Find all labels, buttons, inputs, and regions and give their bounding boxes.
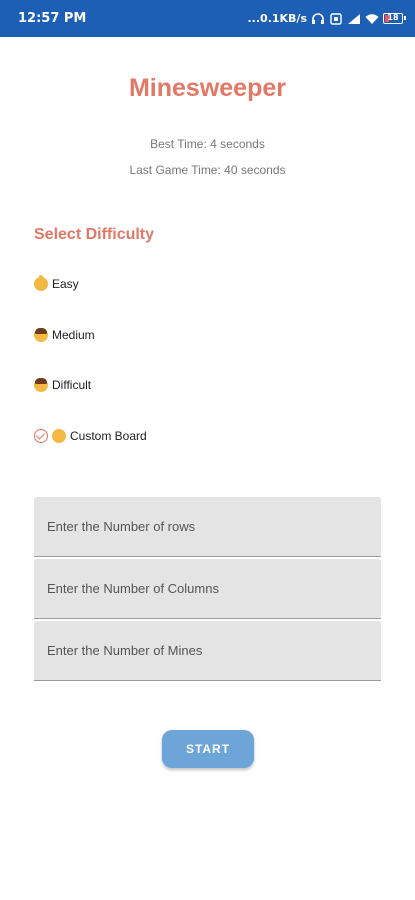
difficulty-option-custom[interactable]	[34, 429, 147, 443]
columns-placeholder: Enter the Number of Columns	[47, 581, 219, 596]
columns-input[interactable]	[34, 559, 381, 619]
difficulty-option-medium[interactable]	[34, 328, 95, 342]
difficulty-option-easy[interactable]	[34, 277, 79, 291]
network-speed: ...0.1KB/s	[247, 12, 307, 25]
battery-level: 18	[387, 13, 399, 22]
status-bar	[0, 0, 415, 37]
status-time: 12:57 PM	[18, 11, 87, 26]
baby-emoji-icon	[34, 277, 48, 291]
check-circle-icon	[34, 429, 48, 443]
rows-input[interactable]	[34, 497, 381, 557]
worried-emoji-icon	[52, 429, 66, 443]
mines-input[interactable]	[34, 621, 381, 681]
start-button[interactable]: START	[162, 730, 254, 768]
option-label: Custom Board	[70, 429, 147, 443]
mines-placeholder: Enter the Number of Mines	[47, 643, 203, 658]
option-label: Difficult	[52, 378, 92, 392]
status-icons	[248, 12, 404, 25]
boy-emoji-icon	[34, 328, 48, 342]
option-label: Medium	[52, 328, 95, 342]
headphones-icon	[311, 13, 325, 25]
difficulty-option-difficult[interactable]	[34, 378, 91, 392]
wifi-icon	[365, 13, 379, 25]
difficulty-heading: Select Difficulty	[34, 226, 155, 243]
rows-placeholder: Enter the Number of rows	[47, 519, 196, 534]
option-label: Easy	[52, 277, 79, 291]
best-time-text: Best Time: 4 seconds	[150, 137, 265, 151]
app-title: Minesweeper	[128, 74, 286, 102]
battery-icon	[383, 13, 403, 24]
last-game-time-text: Last Game Time: 40 seconds	[129, 163, 286, 177]
signal-icon	[347, 13, 361, 25]
man-emoji-icon	[34, 378, 48, 392]
sim-card-icon	[329, 13, 343, 25]
